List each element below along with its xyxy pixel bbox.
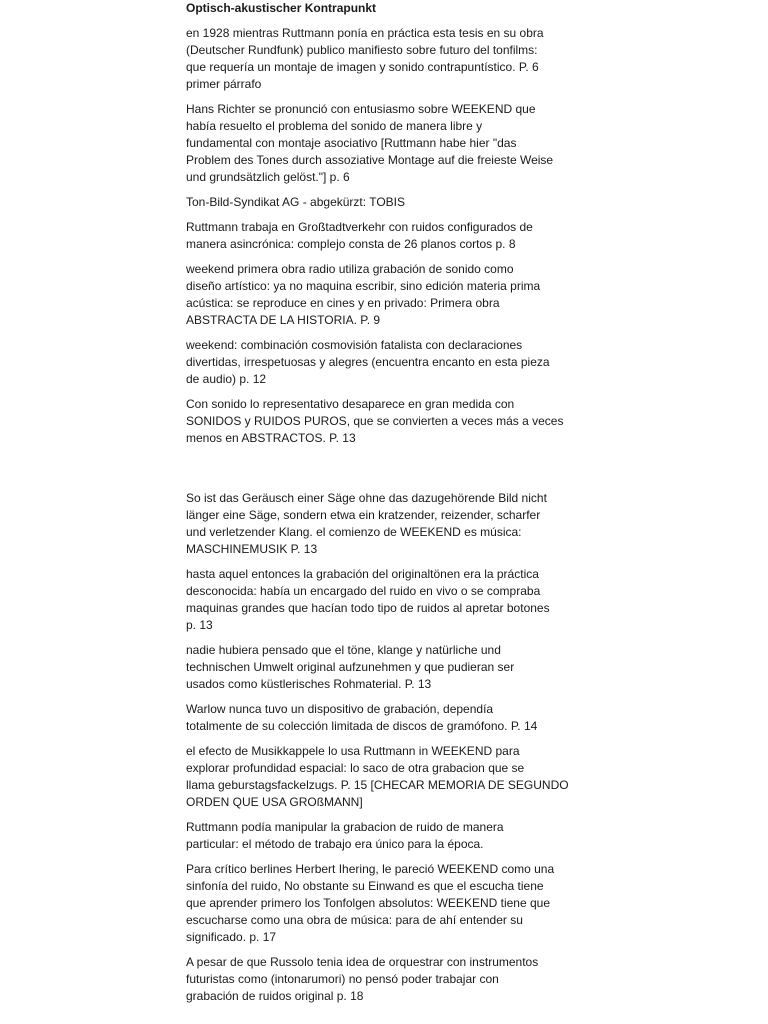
note-line: en 1928 mientras Ruttmann ponía en práctica esta tesis en su obra xyxy=(186,26,544,40)
note-paragraph xyxy=(186,101,586,186)
notes-block-bottom xyxy=(186,490,586,1005)
note-paragraph xyxy=(186,743,586,811)
note-line: ORDEN QUE USA GROßMANN] xyxy=(186,795,363,809)
note-line: que requería un montaje de imagen y sonido contrapuntístico. P. 6 xyxy=(186,60,539,74)
note-line: llama geburstagsfackelzugs. P. 15 [CHECAR MEMORIA DE SEGUNDO xyxy=(186,778,569,792)
note-line: de audio) p. 12 xyxy=(186,372,267,386)
note-line: grabación de ruidos original p. 18 xyxy=(186,989,364,1003)
notes-block-top xyxy=(186,25,586,447)
note-line: menos en ABSTRACTOS. P. 13 xyxy=(186,431,356,445)
note-line: hasta aquel entonces la grabación del originaltönen era la práctica xyxy=(186,567,539,581)
note-paragraph xyxy=(186,396,586,447)
note-paragraph xyxy=(186,566,586,634)
note-line: diseño artístico: ya no maquina escribir, sino edición materia prima xyxy=(186,279,541,293)
note-paragraph xyxy=(186,194,586,211)
note-paragraph xyxy=(186,261,586,329)
note-paragraph xyxy=(186,337,586,388)
note-paragraph xyxy=(186,642,586,693)
note-line: manera asincrónica: complejo consta de 26 planos cortos p. 8 xyxy=(186,237,516,251)
note-line: había resuelto el problema del sonido de manera libre y xyxy=(186,119,483,133)
note-line: weekend: combinación cosmovisión fatalista con declaraciones xyxy=(186,338,523,352)
note-line: significado. p. 17 xyxy=(186,930,277,944)
note-line: ABSTRACTA DE LA HISTORIA. P. 9 xyxy=(186,313,381,327)
note-line: Ruttmann trabaja en Großtadtverkehr con ruidos configurados de xyxy=(186,220,533,234)
note-line: länger eine Säge, sondern etwa ein kratzender, reizender, scharfer xyxy=(186,508,541,522)
document-page xyxy=(186,0,586,1013)
note-paragraph xyxy=(186,954,586,1005)
note-paragraph xyxy=(186,819,586,853)
note-line: futuristas como (intonarumori) no pensó poder trabajar con xyxy=(186,972,499,986)
note-line: totalmente de su colección limitada de discos de gramófono. P. 14 xyxy=(186,719,538,733)
note-line: divertidas, irrespetuosas y alegres (encuentra encanto en esta pieza xyxy=(186,355,550,369)
note-line: Warlow nunca tuvo un dispositivo de grabación, dependía xyxy=(186,702,494,716)
note-line: particular: el método de trabajo era único para la época. xyxy=(186,837,484,851)
note-line: (Deutscher Rundfunk) publico manifiesto sobre futuro del tonfilms: xyxy=(186,43,538,57)
note-line: Hans Richter se pronunció con entusiasmo sobre WEEKEND que xyxy=(186,102,536,116)
note-paragraph xyxy=(186,861,586,946)
note-line: desconocida: había un encargado del ruido en vivo o se compraba xyxy=(186,584,541,598)
note-line: Ton-Bild-Syndikat AG - abgekürzt: TOBIS xyxy=(186,195,405,209)
section-gap xyxy=(186,455,586,490)
note-line: und grundsätzlich gelöst."] p. 6 xyxy=(186,170,350,184)
note-paragraph xyxy=(186,490,586,558)
note-line: MASCHINEMUSIK P. 13 xyxy=(186,542,318,556)
note-line: Para crítico berlines Herbert Ihering, le pareció WEEKEND como una xyxy=(186,862,555,876)
note-line: Con sonido lo representativo desaparece en gran medida con xyxy=(186,397,515,411)
note-line: Problem des Tones durch assoziative Montage auf die freieste Weise xyxy=(186,153,554,167)
note-line: SONIDOS y RUIDOS PUROS, que se convierten a veces más a veces xyxy=(186,414,564,428)
note-line: explorar profundidad espacial: lo saco de otra grabacion que se xyxy=(186,761,525,775)
note-line: que aprender primero los Tonfolgen absolutos: WEEKEND tiene que xyxy=(186,896,550,910)
note-paragraph xyxy=(186,25,586,93)
note-line: fundamental con montaje asociativo [Ruttmann habe hier "das xyxy=(186,136,517,150)
note-line: nadie hubiera pensado que el töne, klange y natürliche und xyxy=(186,643,501,657)
note-line: technischen Umwelt original aufzunehmen y que pudieran ser xyxy=(186,660,515,674)
note-line: Ruttmann podía manipular la grabacion de ruido de manera xyxy=(186,820,504,834)
note-paragraph xyxy=(186,219,586,253)
note-line: und verletzender Klang. el comienzo de WEEKEND es música: xyxy=(186,525,522,539)
note-paragraph xyxy=(186,701,586,735)
section-heading: Optisch-akustischer Kontrapunkt xyxy=(186,1,377,15)
note-line: p. 13 xyxy=(186,618,213,632)
note-line: So ist das Geräusch einer Säge ohne das dazugehörende Bild nicht xyxy=(186,491,547,505)
note-line: el efecto de Musikkappele lo usa Ruttmann in WEEKEND para xyxy=(186,744,520,758)
note-line: escucharse como una obra de música: para de ahí entender su xyxy=(186,913,523,927)
note-line: A pesar de que Russolo tenia idea de orquestrar con instrumentos xyxy=(186,955,539,969)
note-line: maquinas grandes que hacían todo tipo de ruidos al apretar botones xyxy=(186,601,550,615)
note-line: acústica: se reproduce en cines y en privado: Primera obra xyxy=(186,296,500,310)
note-line: usados como küstlerisches Rohmaterial. P. 13 xyxy=(186,677,432,691)
note-line: weekend primera obra radio utiliza grabación de sonido como xyxy=(186,262,514,276)
note-line: primer párrafo xyxy=(186,77,262,91)
note-line: sinfonía del ruido, No obstante su Einwand es que el escucha tiene xyxy=(186,879,544,893)
